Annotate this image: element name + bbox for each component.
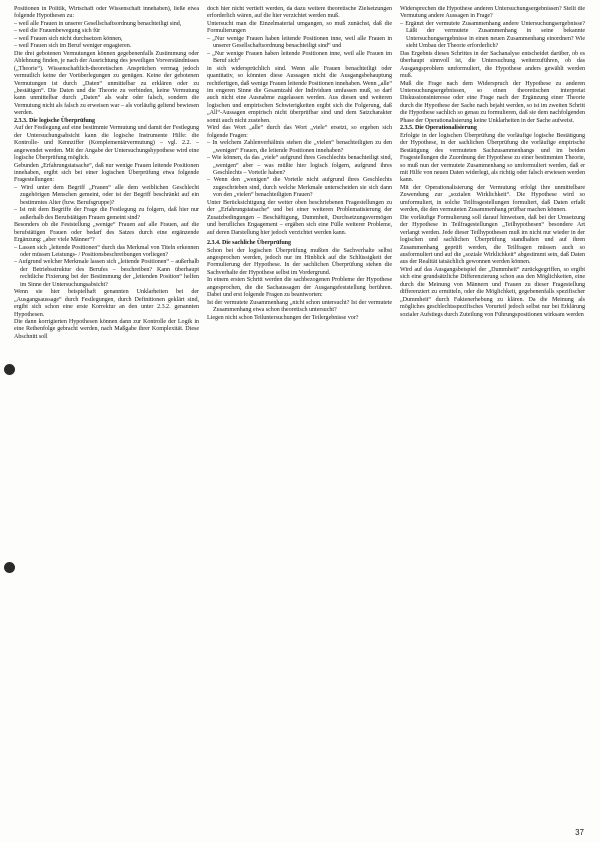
paragraph: In einem ersten Schritt werden die sachbezogenen Probleme der Hypothese angesprochen, die die Sachaussagen der Ausgangsfeststellung berühren. Dabei und erst folgende Fragen zu beantworten: [207, 277, 392, 299]
paragraph: Die drei gebotenen Vermutungen können gegebenenfalls Zustimmung oder Ablehnung finden, je nach der Ausrichtung des jeweiligen Vorverständnisses („Theorie“). Wissenschaftlich-theoretischen Ansprüchen vermag jedoch vermutlich keine der Vorüberlegungen zu genügen. Keine der gebotenen Vermutungen ist durch „Daten“ unmittelbar zu erklären oder zu „bestätigen“. Die Daten und die Theorie zu verbinden, keine Vermutung kann unmittelbar durch „Daten“ als wahr oder falsch, sondern die Vermutung nicht als falsch zu erweisen war – als vorläufig geltend bewiesen werden. [14, 50, 199, 117]
paragraph: Untersucht man die Einzelmaterial umgangen, so muß zunächst, daß die Formulierungen [207, 20, 392, 35]
paragraph: Erfolgte in der logischen Überprüfung die vorläufige logische Bestätigung der Hypothese, in der sachlichen Überprüfung die vorläufige empirische Bestätigung des vermuteten Sachzusammenhangs und im beiden Fragestellungen die Zuordnung der Hypothese zu einer bestimmten Theorie, so muß nun der vermutete Zusammenhang so umformuliert werden, daß er mit Hilfe von neuen Daten widerlegt, als richtig oder falsch erwiesen werden kann. [400, 132, 585, 184]
hypothesis-item: – Wie können, da das „viele“ aufgrund ihres Geschlechts benachteiligt sind, „wenigen“ aber – was müßte hier logisch folgern, aufgrund ihres Geschlechts – Vorteile haben? [207, 155, 392, 176]
bullet-item: – Ist mit dem Begriffe der Frage die Festlegung zu folgern, daß hier nur außerhalb des Berufstätigen Frauen gemeint sind? [14, 207, 199, 221]
paragraph: Wird das Wort „alle“ durch das Wort „viele“ ersetzt, so ergeben sich folgende Fragen: [207, 125, 392, 139]
bullet-item: – Wird unter dem Begriff „Frauen“ alle dem weiblichen Geschlecht zugehörigen Menschen gemeint, oder ist der Begriff beschränkt auf ein bestimmtes Alter (bzw. Berufsgruppe)? [14, 184, 199, 206]
paragraph: Positionen in Politik, Wirtschaft oder Wissenschaft innehaben), ließe etwa folgende Hypothesen zu: [14, 6, 199, 20]
paragraph: Muß die Frage nach dem Widerspruch der Hypothese zu anderen Untersuchungsergebnissen, so einen theoretischen interpretat Diskussionsinteresse oder eine Frage nach der Ergänzung einer Theorie durch die Hypothese der Sache nach bejaht werden, so ist im zweiten Schritt die Hypothese sachlich so genau zu formulieren, daß sie dem nachfolgenden Phase der Operationalisierung keine Unklarheiten in der Sache aufweist. [400, 80, 585, 124]
section-heading: 2.3.5. Die Operationalisierung [400, 125, 477, 132]
bullet-item: – weil Frauen sich nicht durchsetzen können, [14, 35, 123, 42]
document-page [14, 6, 586, 828]
hypothesis-item: – „Nur wenige Frauen haben leitende Positionen inne, weil alle Frauen im Beruf sich“ [207, 50, 392, 65]
paragraph: Unter Berücksichtigung der weiter oben beschriebenen Fragestellungen zu der „Erfahrungstatsache“ und bei einer weiteren Problematisierung der Zusatzbedingungen – Beschäftigung, Dummheit, Durchsetzungsvermögen und berufliches Engagement – ergäben sich eine Fülle weiterer Probleme, auf deren Darstellung hier jedoch verzichtet werden kann. [207, 199, 392, 236]
section-heading: 2.3.4. Die sachliche Überprüfung [207, 240, 292, 247]
paragraph: Die vorläufige Formulierung soll darauf hinweisen, daß bei der Umsetzung der Hypothese in Teilfragestellungen „Teilhypothesen“ besondere Art verlangt werden. Jede dieser Teilhypothesen muß im nicht nur wieder in der logischen und sachlichen Überprüfung standhalten und auf ihren Zusammenhang geprüft werden, die Teilfragen müssen auch so ausformuliert und auf die „soziale Wirklichkeit“ abgestimmt sein, daß Daten aus der Realität tatsächlich gewonnen werden können. [400, 214, 585, 266]
bullet-item: – Aufgrund welcher Merkmale lassen sich „leitende Positionen“ – außerhalb der Betriebsstruktur des Berufes – beschreiben? Kann überhaupt rechtliche Fixierung bei der Bestimmung der „leitenden Position“ helfen im Sinne der Untersuchungsabsicht? [14, 259, 199, 288]
page-number: 37 [575, 828, 584, 837]
paragraph: Auf der Festlegung auf eine bestimmte Vermutung und damit der Festlegung der Untersuchungsabsicht kann die logische Instrumente Hilfe: die Kontrolle- und Kennziffer (Komplementärvermutung) – vgl. 2.2. – angewendet werden. Mit der Angabe der Untersuchungshypothese wird eine logische Überprüfung möglich. [14, 125, 199, 162]
paragraph: Schon bei der logischen Überprüfung mußten die Sachverhalte selbst angesprochen werden, jedoch nur im Hinblick auf die Schlüssigkeit der Formulierung der Hypothese. In der sachlichen Überprüfung stehen die Sachverhalte der Hypothese selbst im Vordergrund. [207, 247, 392, 276]
bullet-item: – weil die Frauenbewegung sich für [14, 28, 101, 35]
hypothesis-item: Ist der vermutete Zusammenhang „nicht schon untersucht? Ist der vermutete Zusammenhang etwa schon theoretisch untersucht? [207, 299, 392, 314]
paragraph: in sich widersprüchlich sind. Wenn alle Frauen benachteiligt oder quantitativ, so könnten diese Aussagen nicht die Ausgangsbehauptung rechtfertigen, daß wenige Frauen leitende Positionen innehaben. Wenn „alle“ im engeren Sinne die Gesamtzahl der Individuen umfassen muß, so darf auch nicht eine Ausnahme zugelassen werden. Aus diesen und weiteren logischen und empirischen Schwierigkeiten ergibt sich die Folgerung, daß „All“-Aussagen empirisch nicht überprüfbar sind und dem Satzcharakter somit auch nicht zustehen. [207, 65, 392, 124]
bullet-item: – weil alle Frauen in unserer Gesellschaftsordnung benachteiligt sind, [14, 20, 182, 27]
text-column-middle [207, 6, 392, 828]
punch-hole-lower [4, 562, 15, 573]
text-column-left [14, 6, 199, 828]
punch-hole-upper [4, 364, 15, 375]
paragraph: Die dann korrigierten Hypothesen können dann zur Kontrolle der Logik in eine Reihenfolge gebracht werden, nach Maßgabe ihrer Komplexität. Diese Abschnitt soll [14, 319, 199, 340]
paragraph: Wird auf das Ausgangsbeispiel der „Dummheit“ zurückgegriffen, so ergibt sich eine grundsätzliche Differenzierung schon aus den Möglichkeiten, eine durch die Meinung von Männern und Frauen zu dieser Fragestellung differenziert zu ermitteln, oder die Möglichkeit, gegebenenfalls spezifischer „Dummheit“ durch Faktenerhebung zu klären. Da die Meinung als mögliches geschlechtsspezifisches Vorurteil jedoch selbst nur bei Erklärung sozialer Aufstiegs durch Zuteilung von Führungspositionen wirksam werden [400, 266, 585, 318]
paragraph: doch hier nicht vertieft werden, da dazu weitere theoretische Zielsetzungen erforderlich wären, auf die hier verzichtet werden muß. [207, 6, 392, 20]
paragraph: Besonders ob die Feststellung „wenige“ Frauen auf alle Frauen, auf die berufstätigen Frauen oder bedarf des Satzes durch eine ergänzende Ergänzung: „aber viele Männer“? [14, 222, 199, 244]
section-heading: 2.3.3. Die logische Überprüfung [14, 117, 96, 124]
paragraph: Das Ergebnis dieses Schrittes in der Sachanalyse entscheidet darüber, ob es überhaupt sinnvoll ist, die Untersuchung weiterzuführen, ob das Ausgangsproblem umformuliert, die Hypothese anders gewählt werden muß. [400, 50, 585, 80]
paragraph: Wenn sie hier beispielhaft genannten Unklarheiten bei der „Ausgangsaussage“ durch Festlegungen, durch Definitionen geklärt sind, ergibt sich schon eine erste Korrektur an den unter 2.3.2. genannten Hypothesen. [14, 289, 199, 318]
paragraph: Mit der Operationalisierung der Vermutung erfolgt ihre unmittelbare Zuwendung zur „sozialen Wirklichkeit“. Die Hypothese wird so umformuliert, in solche Teilfragestellungen formuliert, daß Daten erfaßt werden, die den vermuteten Zusammenhang prüfbar machen können. [400, 184, 585, 214]
hypothesis-item: Liegen nicht schon Teiluntersuchungen der Teilergebnisse vor? [207, 314, 359, 321]
hypothesis-item: – Ergänzt der vermutete Zusammenhang andere Untersuchungsergebnisse? Läßt der vermutete Zusammenhang in seine bekannte Untersuchungsergebnisse in einen neuen Zusammenhang einordnen? Wie sieht Umbau der Theorie erforderlich? [400, 20, 585, 50]
paragraph: Gebunden „Erfahrungstatsache“, daß nur wenige Frauen leitende Positionen innehaben, ergibt sich bei einer logischen Überprüfung etwa folgende Fragestellungen: [14, 162, 199, 184]
bullet-item: – Lassen sich „leitende Positionen“ durch das Merkmal von Titeln erkennen oder müssen Leistungs- / Positionsbeschreibungen vorliegen? [14, 244, 199, 258]
hypothesis-item: – Wenn den „wenigen“ die Vorteile nicht aufgrund ihres Geschlechts zugeschrieben sind, durch welche Merkmale unterscheiden sie sich dann von den „vielen“ benachteiligten Frauen? [207, 177, 392, 199]
hypothesis-item: – In welchem Zahlenverhältnis stehen die „vielen“ benachteiligten zu den „wenigen“ Frauen, die leitende Positionen innehaben? [207, 140, 392, 154]
bullet-item: – weil Frauen sich im Beruf weniger engagieren. [14, 43, 132, 50]
hypothesis-item: – „Nur wenige Frauen haben leitende Positionen inne, weil alle Frauen in unserer Gesellschaftsordnung benachteiligt sind“ und [207, 35, 392, 50]
paragraph: Widersprechen die Hypothese anderen Untersuchungsergebnissen? Stellt die Vermutung andere Aussagen in Frage? [400, 6, 585, 20]
text-column-right [400, 6, 585, 828]
